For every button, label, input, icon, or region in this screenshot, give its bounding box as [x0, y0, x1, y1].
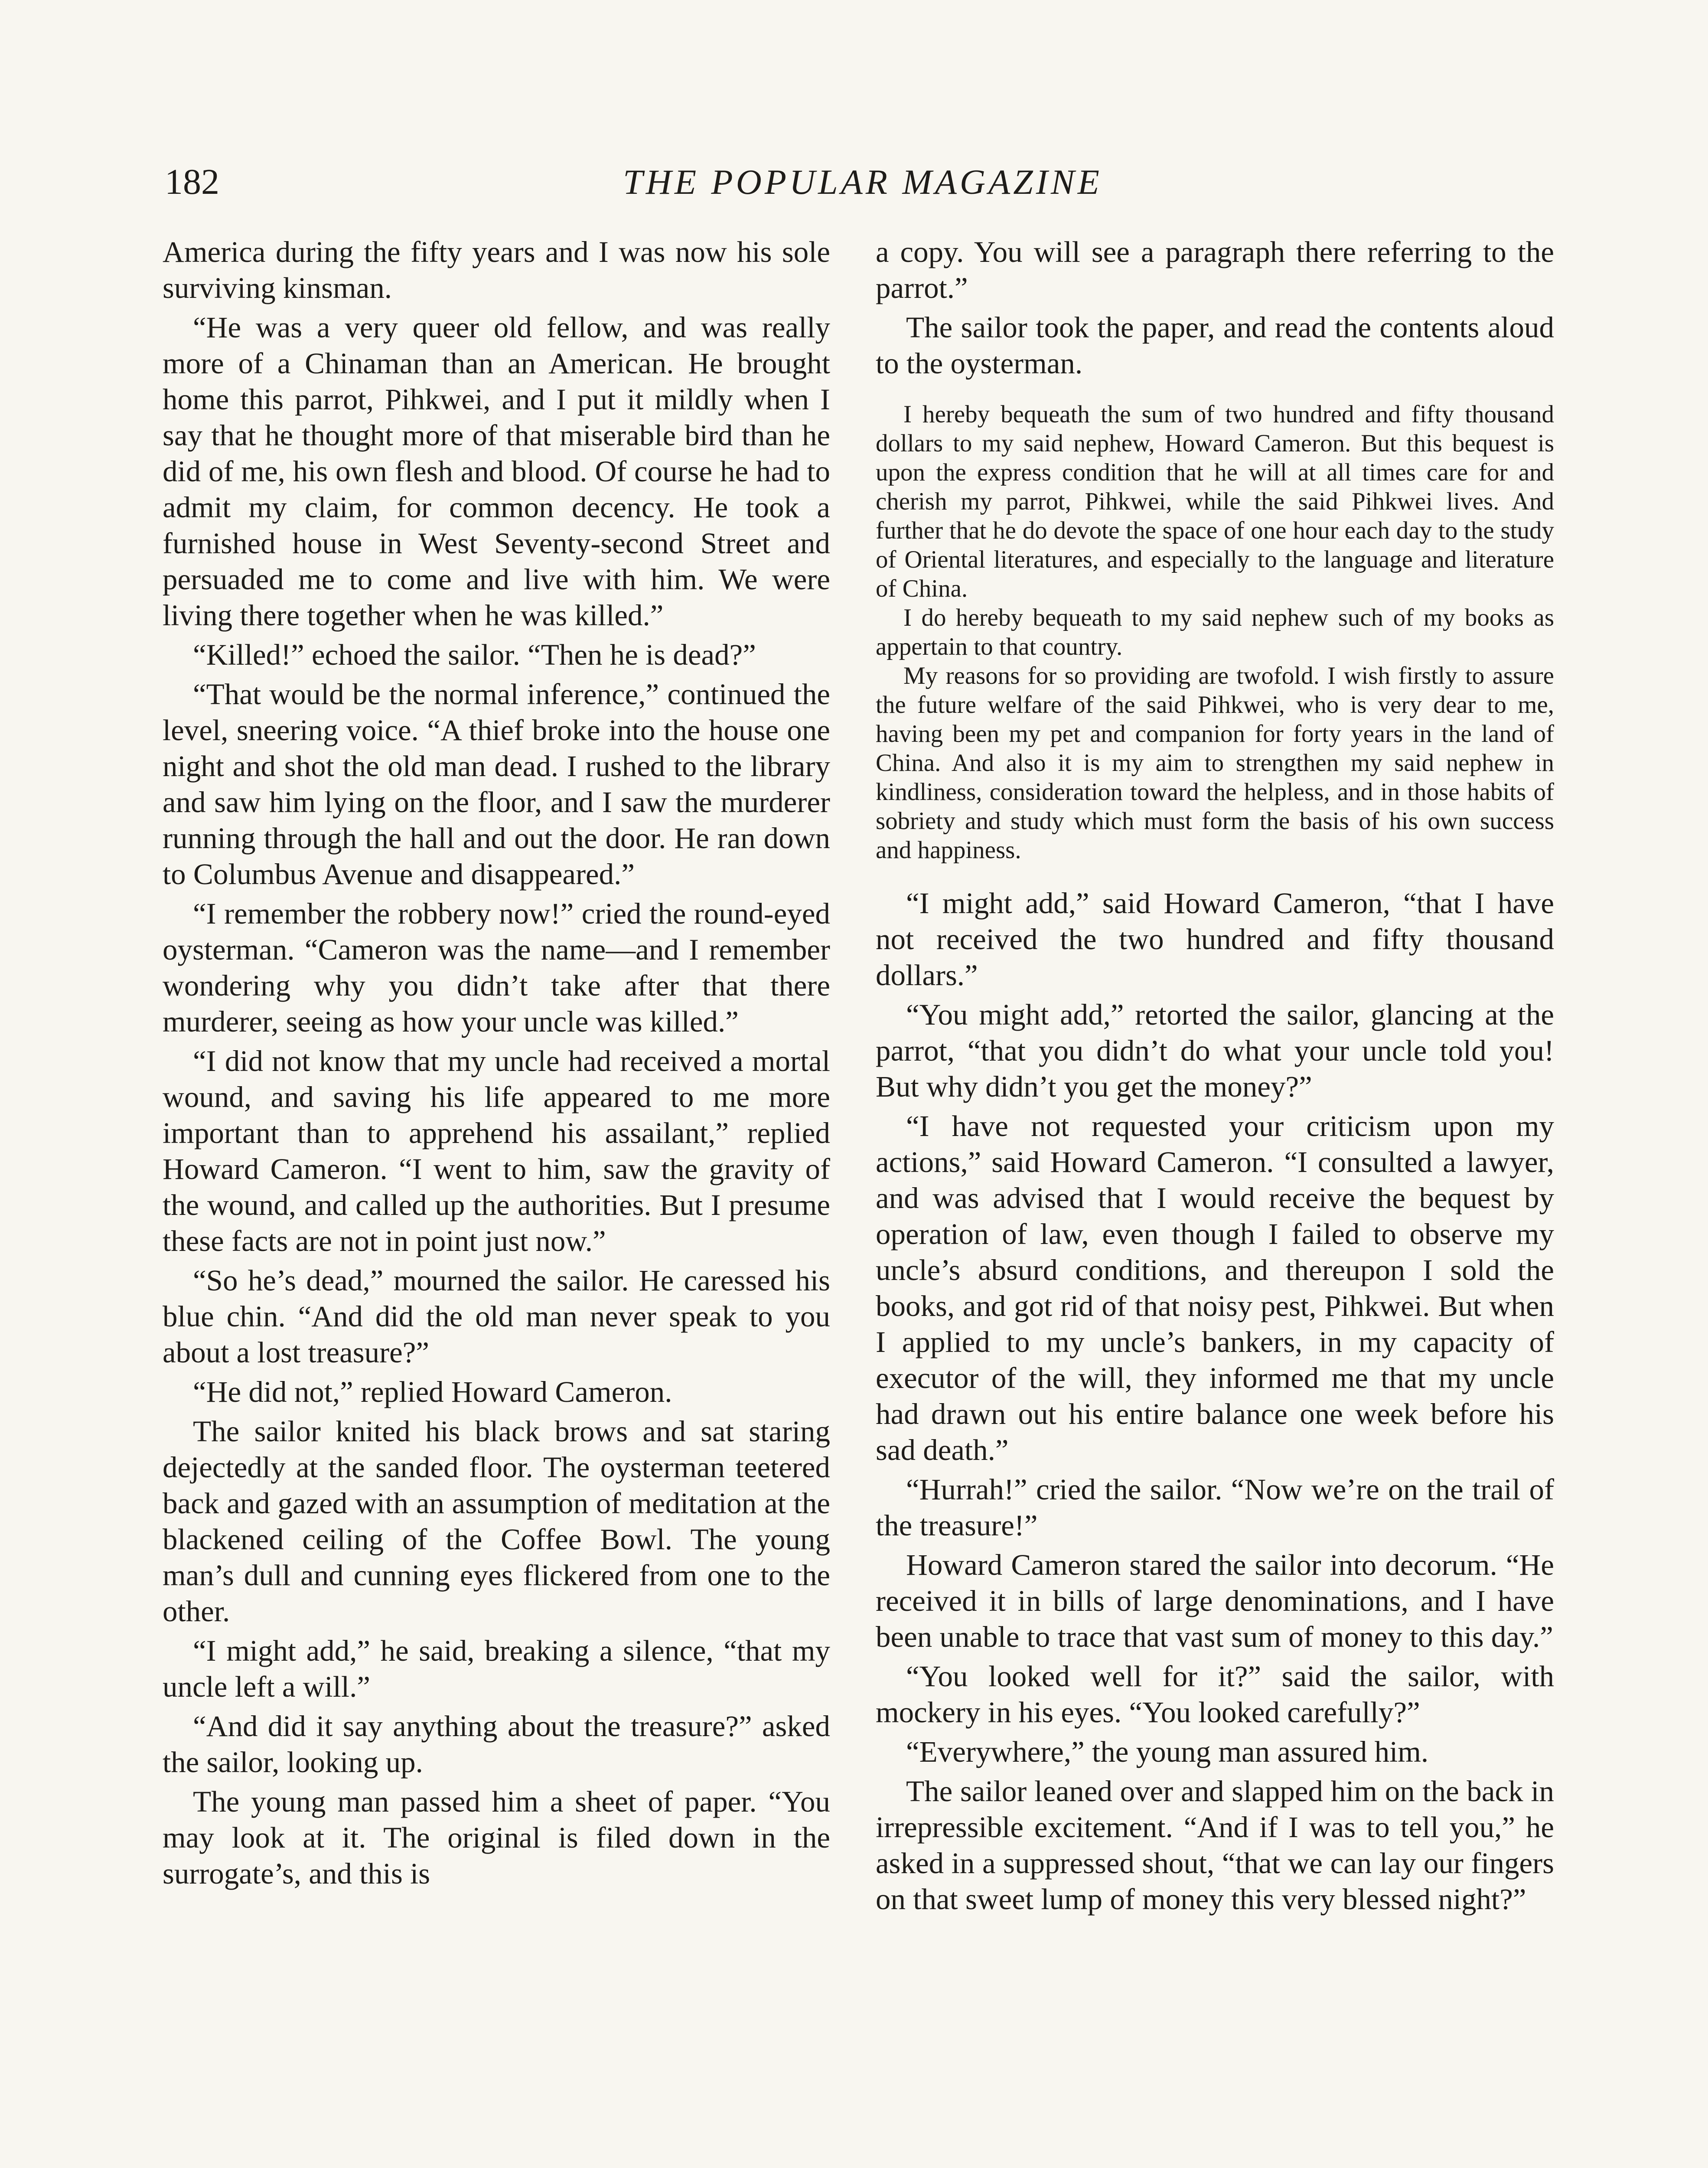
paragraph: “You might add,” retorted the sailor, glancing at the parrot, “that you didn’t do what your uncle told you! But why didn’t you get the money?” — [876, 998, 1554, 1103]
will-paragraph: I hereby bequeath the sum of two hundred and fifty thousand dollars to my said nephew, Howard Cameron. But this bequest is upon the express condition that he will at all times care for and cherish my parrot, Pihkwei, while the said Pihkwei lives. And further that he do devote the space of one hour each day to the study of Oriental literatures, and especially to the language and literature of China. — [876, 401, 1554, 602]
will-paragraph: I do hereby bequeath to my said nephew such of my books as appertain to that country. — [876, 604, 1554, 660]
paragraph: “I have not requested your criticism upon my actions,” said Howard Cameron. “I consulted a lawyer, and was advised that I would receive the bequest by operation of law, even though I failed to observe my uncle’s absurd conditions, and thereupon I sold the books, and got rid of that noisy pest, Pihkwei. But when I applied to my uncle’s bankers, in my capacity of executor of the will, they informed me that my uncle had drawn out his entire balance one week before his sad death.” — [876, 1110, 1554, 1466]
paragraph: “I might add,” he said, breaking a silence, “that my uncle left a will.” — [163, 1634, 830, 1703]
paragraph: “Everywhere,” the young man assured him. — [906, 1735, 1429, 1768]
will-excerpt — [876, 400, 1554, 865]
paragraph: Howard Cameron stared the sailor into decorum. “He received it in bills of large denominations, and I have been unable to trace that vast sum of money to this day.” — [876, 1548, 1554, 1653]
paragraph: “That would be the normal inference,” continued the level, sneering voice. “A thief broke into the house one night and shot the old man dead. I rushed to the library and saw him lying on the floor, and I saw the murderer running through the hall and out the door. He ran down to Columbus Avenue and disappeared.” — [163, 678, 830, 891]
paragraph: “So he’s dead,” mourned the sailor. He caressed his blue chin. “And did the old man never speak to you about a lost treasure?” — [163, 1264, 830, 1369]
magazine-title: THE POPULAR MAGAZINE — [623, 162, 1102, 202]
paragraph: “I might add,” said Howard Cameron, “that I have not received the two hundred and fifty thousand dollars.” — [876, 887, 1554, 992]
paragraph: “I remember the robbery now!” cried the round-eyed oysterman. “Cameron was the name—and I remember wondering why you didn’t take after that there murderer, seeing as how your uncle was killed.” — [163, 897, 830, 1038]
paragraph: a copy. You will see a paragraph there referring to the parrot.” — [876, 235, 1554, 304]
page-header — [165, 156, 1561, 208]
paragraph: The sailor took the paper, and read the contents aloud to the oysterman. — [876, 311, 1554, 380]
paragraph: “And did it say anything about the treasure?” asked the sailor, looking up. — [163, 1710, 830, 1779]
right-column — [876, 234, 1554, 1921]
will-paragraph: My reasons for so providing are twofold. I wish firstly to assure the future welfare of the said Pihkwei, who is very dear to me, having been my pet and companion for forty years in the land of China. And also it is my aim to strengthen my said nephew in kindliness, consideration toward the helpless, and in those habits of sobriety and study which must form the basis of his own success and happiness. — [876, 662, 1554, 864]
paragraph: “He was a very queer old fellow, and was really more of a Chinaman than an American. He brought home this parrot, Pihkwei, and I put it mildly when I say that he thought more of that miserable bird than he did of me, his own flesh and blood. Of course he had to admit my claim, for common decency. He took a furnished house in West Seventy-second Street and persuaded me to come and live with him. We were living there together when he was killed.” — [163, 311, 830, 632]
paragraph: “Hurrah!” cried the sailor. “Now we’re on the trail of the treasure!” — [876, 1473, 1554, 1542]
page-number: 182 — [165, 162, 219, 202]
paragraph: “You looked well for it?” said the sailor, with mockery in his eyes. “You looked carefully?” — [876, 1660, 1554, 1729]
left-column — [163, 234, 830, 1895]
paragraph: “I did not know that my uncle had received a mortal wound, and saving his life appeared to me more important than to apprehend his assailant,” replied Howard Cameron. “I went to him, saw the gravity of the wound, and called up the authorities. But I presume these facts are not in point just now.” — [163, 1045, 830, 1257]
paragraph: America during the fifty years and I was now his sole surviving kinsman. — [163, 235, 830, 304]
paragraph: The sailor knited his black brows and sat staring dejectedly at the sanded floor. The oysterman teetered back and gazed with an assumption of meditation at the blackened ceiling of the Coffee Bowl. The young man’s dull and cunning eyes flickered from one to the other. — [163, 1415, 830, 1628]
paragraph: The young man passed him a sheet of paper. “You may look at it. The original is filed down in the surrogate’s, and this is — [163, 1785, 830, 1890]
paragraph: The sailor leaned over and slapped him on the back in irrepressible excitement. “And if I was to tell you,” he asked in a suppressed shout, “that we can lay our fingers on that sweet lump of money this very blessed night?” — [876, 1775, 1554, 1916]
paragraph: “Killed!” echoed the sailor. “Then he is dead?” — [193, 638, 756, 671]
paragraph: “He did not,” replied Howard Cameron. — [193, 1375, 672, 1408]
